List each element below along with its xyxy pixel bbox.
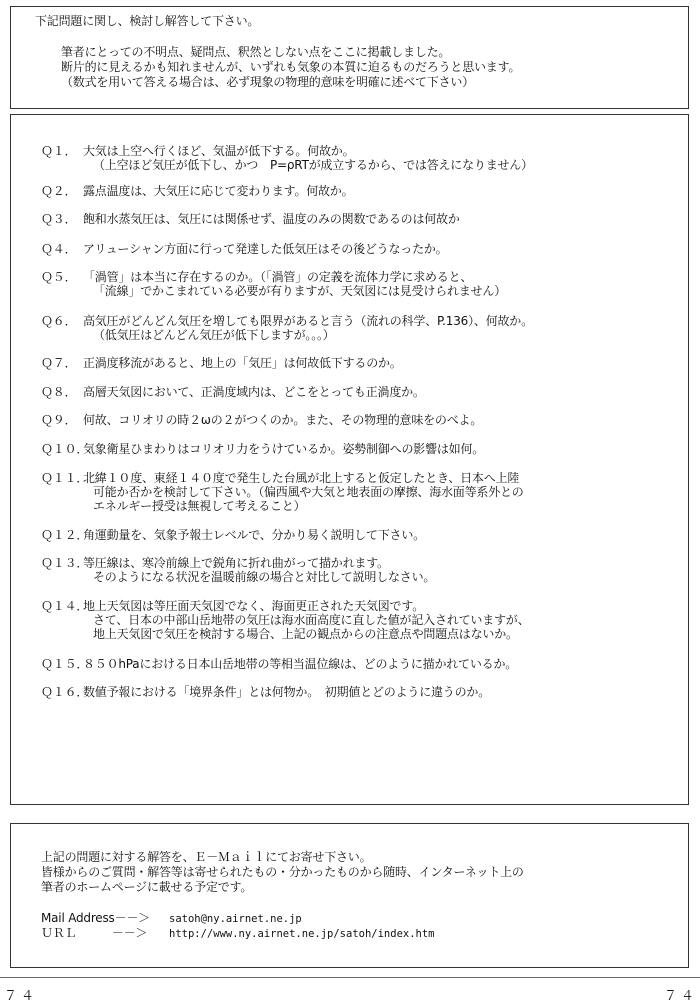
question-label: Ｑ４． bbox=[41, 242, 77, 256]
contact-box bbox=[10, 823, 689, 968]
question-label: Ｑ１３． bbox=[41, 556, 89, 570]
question-label: Ｑ５． bbox=[41, 270, 77, 284]
page-number-right: ７４ bbox=[663, 989, 698, 1004]
question-text: 飽和水蒸気圧は、気圧には関係せず、温度のみの関数であるのは何故か bbox=[83, 212, 460, 226]
question-label: Ｑ１５． bbox=[41, 657, 89, 671]
question-label: Ｑ１６． bbox=[41, 685, 89, 699]
question-text: 正渦度移流があると、地上の「気圧」は何故低下するのか。 bbox=[83, 356, 402, 370]
question-text: 高層天気図において、正渦度域内は、どこをとっても正渦度か。 bbox=[83, 385, 425, 399]
question-label: Ｑ６． bbox=[41, 314, 77, 328]
question-text: 「渦管」は本当に存在するのか。（「渦管」の定義を流体力学に求めると、 bbox=[83, 270, 473, 284]
contact-line: 皆様からのご質問・解答等は寄せられたもの・分かったものから随時、インターネット上の bbox=[41, 865, 524, 879]
question-text: 高気圧がどんどん気圧を増しても限界があると言う（流れの科学、P.136）、何故か。 bbox=[83, 314, 533, 328]
question-label: Ｑ９． bbox=[41, 413, 77, 427]
question-text: ８５０hPaにおける日本山岳地帯の等相当温位線は、どのように描かれているか。 bbox=[83, 657, 518, 671]
question-text: エネルギー授受は無視して考えること） bbox=[93, 499, 306, 513]
intro-line: （数式を用いて答える場合は、必ず現象の物理的意味を明確に述べて下さい） bbox=[61, 75, 475, 89]
intro-box bbox=[10, 6, 689, 109]
question-text: さて、日本の中部山岳地帯の気圧は海水面高度に直した値が記入されていますが、 bbox=[93, 613, 530, 627]
question-text: 角運動量を、気象予報士レベルで、分かり易く説明して下さい。 bbox=[83, 528, 425, 542]
question-label: Ｑ１１． bbox=[41, 471, 89, 485]
intro-title: 下記問題に関し、検討し解答して下さい。 bbox=[35, 14, 260, 28]
question-text: 地上天気図は等圧面天気図でなく、海面更正された天気図です。 bbox=[83, 599, 425, 613]
question-text: 何故、コリオリの時２ωの２がつくのか。また、その物理的意味をのべよ。 bbox=[83, 413, 483, 427]
question-text: 地上天気図で気圧を検討する場合、上記の観点からの注意点や問題点はないか。 bbox=[93, 627, 518, 641]
homepage-url[interactable]: http://www.ny.airnet.ne.jp/satoh/index.htm bbox=[169, 928, 435, 940]
question-text: （上空ほど気圧が低下し、かつ P=ρRTが成立するから、では答えになりません） bbox=[93, 158, 533, 172]
question-label: Ｑ１２． bbox=[41, 528, 89, 542]
page-number-left: ７４ bbox=[4, 989, 39, 1004]
question-text: アリューシャン方面に行って発達した低気圧はその後どうなったか。 bbox=[83, 242, 448, 256]
intro-line: 筆者にとっての不明点、疑問点、釈然としない点をここに掲載しました。 bbox=[61, 45, 451, 59]
question-text: 数値予報における「境界条件」とは何物か。 初期値とどのように違うのか。 bbox=[83, 685, 491, 699]
question-label: Ｑ１４． bbox=[41, 599, 89, 613]
url-label: ＵＲＬ －－＞ bbox=[41, 926, 148, 940]
question-label: Ｑ２． bbox=[41, 184, 77, 198]
question-label: Ｑ３． bbox=[41, 212, 77, 226]
question-text: 露点温度は、大気圧に応じて変わります。何故か。 bbox=[83, 184, 354, 198]
question-text: 大気は上空へ行くほど、気温が低下する。何故か。 bbox=[83, 144, 355, 158]
page-divider bbox=[0, 977, 700, 978]
question-label: Ｑ７． bbox=[41, 356, 77, 370]
mail-label: Mail Address－－＞ bbox=[41, 911, 150, 925]
question-text: そのようになる状況を温暖前線の場合と対比して説明しなさい。 bbox=[93, 570, 436, 584]
contact-line: 筆者のホームページに載せる予定です。 bbox=[41, 880, 253, 894]
intro-line: 断片的に見えるかも知れませんが、いずれも気象の本質に迫るものだろうと思います。 bbox=[61, 60, 521, 74]
question-text: 気象衛星ひまわりはコリオリ力をうけているか。姿勢制御への影響は如何。 bbox=[83, 442, 485, 456]
question-text: 北緯１０度、東経１４０度で発生した台風が北上すると仮定したとき、日本へ上陸 bbox=[83, 471, 520, 485]
question-label: Ｑ１０． bbox=[41, 442, 89, 456]
question-text: 等圧線は、寒冷前線上で鋭角に折れ曲がって描かれます。 bbox=[83, 556, 389, 570]
question-label: Ｑ８． bbox=[41, 385, 77, 399]
question-text: （低気圧はどんどん気圧が低下しますが。。。） bbox=[93, 328, 335, 342]
question-text: 可能か否かを検討して下さい。（偏西風や大気と地表面の摩擦、海水面等系外との bbox=[93, 485, 524, 499]
question-label: Ｑ１． bbox=[41, 144, 77, 158]
mail-address[interactable]: satoh@ny.airnet.ne.jp bbox=[169, 913, 302, 925]
question-text: 「流線」でかこまれている必要が有りますが、天気図には見受けられません） bbox=[93, 284, 507, 298]
questions-box bbox=[10, 114, 689, 805]
contact-line: 上記の問題に対する解答を、Ｅ－Ｍａｉｌにてお寄せ下さい。 bbox=[41, 850, 372, 864]
